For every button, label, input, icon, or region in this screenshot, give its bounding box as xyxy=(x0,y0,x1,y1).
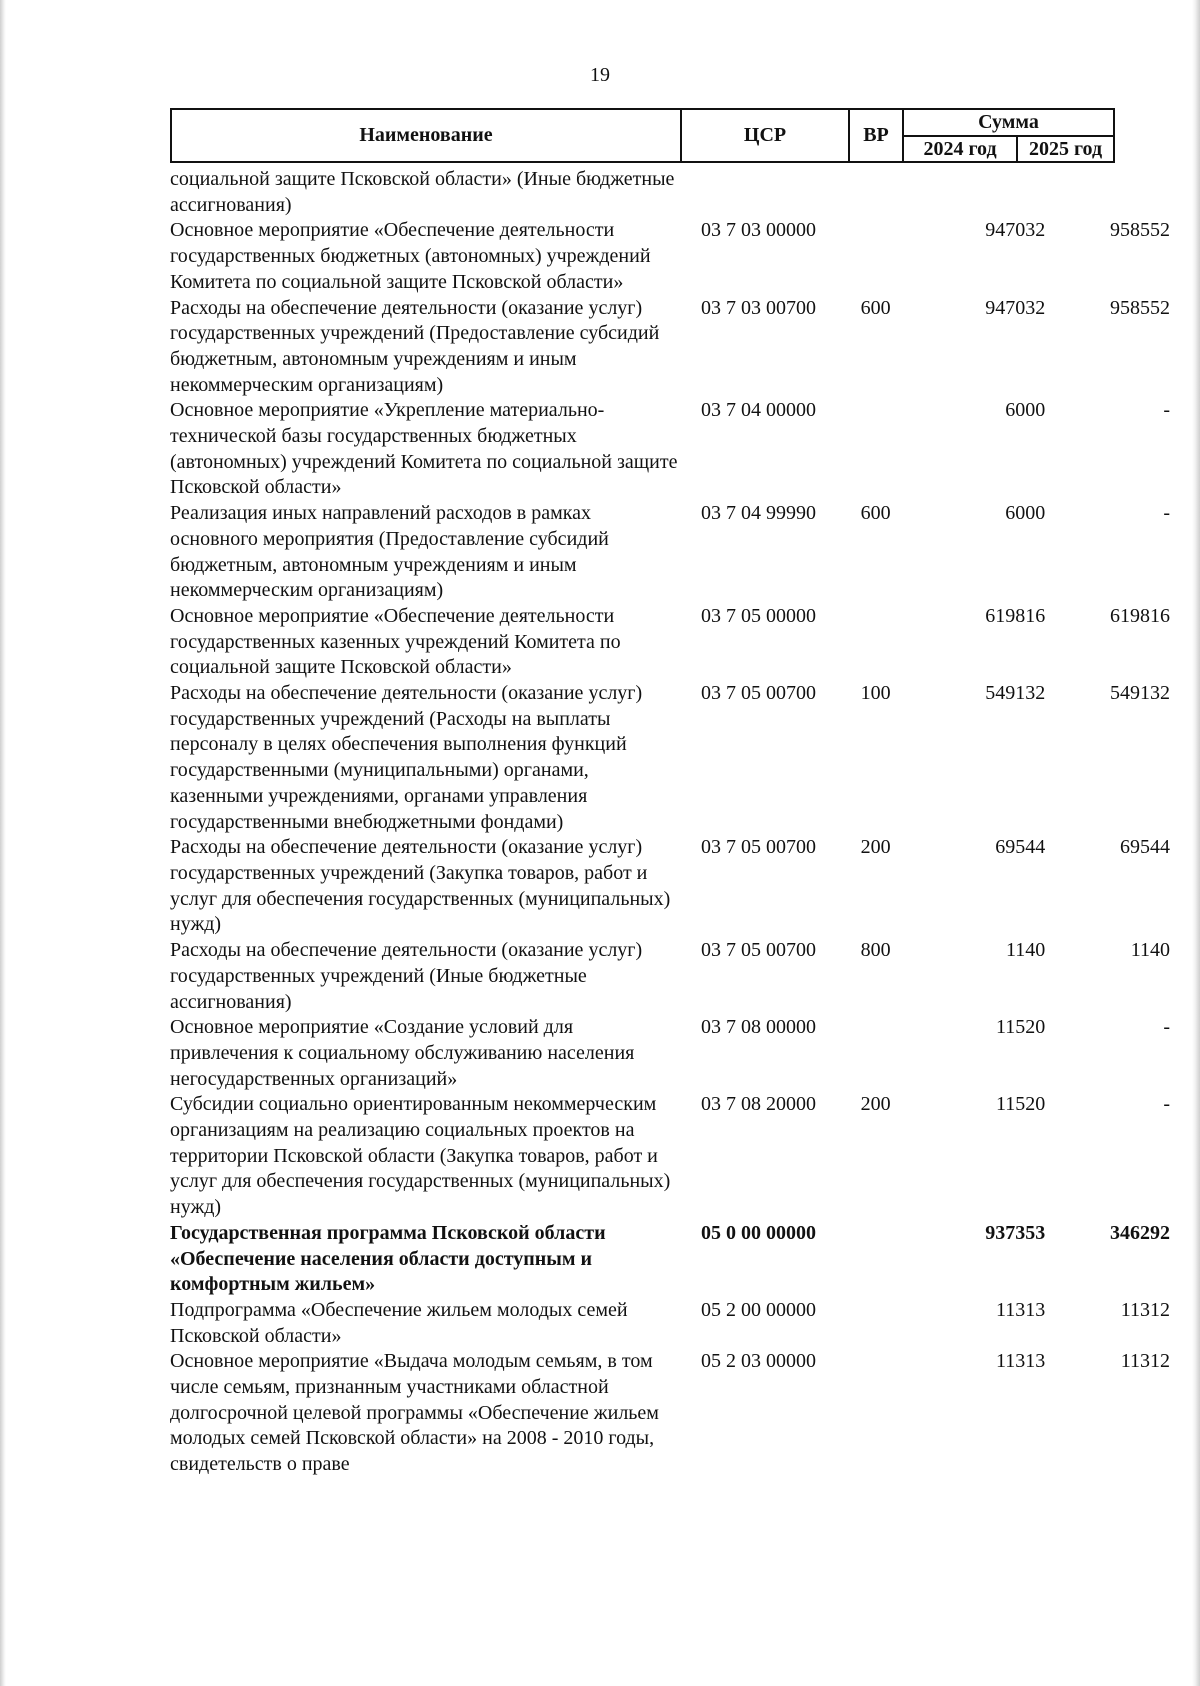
cell-csr: 05 2 03 00000 xyxy=(700,1350,816,1373)
table-row xyxy=(170,296,1170,399)
cell-2024: 69544 xyxy=(995,836,1046,859)
cell-2024: 6000 xyxy=(1005,399,1046,422)
header-year-2024: 2024 год xyxy=(903,136,1017,162)
cell-vr: 100 xyxy=(860,682,891,705)
cell-2025: 11312 xyxy=(1120,1350,1170,1373)
cell-csr: 05 0 00 00000 xyxy=(700,1221,816,1244)
table-row xyxy=(170,938,1170,1015)
cell-name: Основное мероприятие «Укрепление материально-технической базы государственных бюджетных (автономных) учреждений Комитета по социальной защите Псковской области» xyxy=(170,399,678,499)
scan-edge-right xyxy=(1192,0,1200,1686)
cell-2025: - xyxy=(1163,399,1170,422)
cell-csr: 03 7 04 99990 xyxy=(700,502,816,525)
cell-csr: 03 7 05 00000 xyxy=(700,604,816,627)
cell-2025: 958552 xyxy=(1109,219,1170,242)
table-row xyxy=(170,1015,1170,1092)
cell-2024: 11520 xyxy=(995,1093,1046,1116)
cell-2024: 947032 xyxy=(985,296,1046,319)
cell-2024: 11313 xyxy=(995,1298,1046,1321)
scan-edge-left xyxy=(0,0,6,1686)
cell-name: Расходы на обеспечение деятельности (оказание услуг) государственных учреждений (Иные бюджетные ассигнования) xyxy=(170,939,643,1013)
cell-name: Основное мероприятие «Выдача молодым семьям, в том числе семьям, признанным участниками областной долгосрочной целевой программы «Обеспечение жильем молодых семей Псковской области» на 2008 - 2010 годы, свидетельств о праве xyxy=(170,1350,659,1476)
header-name: Наименование xyxy=(171,109,681,162)
table-body xyxy=(170,167,1170,1478)
table-row xyxy=(170,604,1170,681)
page-number xyxy=(0,64,1200,87)
cell-name: Расходы на обеспечение деятельности (оказание услуг) государственных учреждений (Закупка товаров, работ и услуг для обеспечения государственных (муниципальных) нужд) xyxy=(170,836,671,936)
cell-name: Расходы на обеспечение деятельности (оказание услуг) государственных учреждений (Предоставление субсидий бюджетным, автономным учреждениям и иным некоммерческим организациям) xyxy=(170,296,660,396)
cell-2025: 619816 xyxy=(1109,604,1170,627)
cell-2024: 1140 xyxy=(1005,939,1046,962)
cell-csr: 05 2 00 00000 xyxy=(700,1298,816,1321)
cell-csr: 03 7 03 00700 xyxy=(700,296,816,319)
header-csr: ЦСР xyxy=(681,109,849,162)
cell-vr: 800 xyxy=(860,939,891,962)
cell-csr: 03 7 05 00700 xyxy=(700,939,816,962)
cell-name: Основное мероприятие «Создание условий для привлечения к социальному обслуживанию населения негосударственных организаций» xyxy=(170,1016,635,1090)
cell-csr: 03 7 08 00000 xyxy=(700,1016,816,1039)
table-row xyxy=(170,1221,1170,1298)
cell-csr: 03 7 05 00700 xyxy=(700,682,816,705)
cell-2025: - xyxy=(1163,502,1170,525)
cell-vr: 600 xyxy=(860,296,891,319)
cell-vr: 600 xyxy=(860,502,891,525)
cell-2024: 937353 xyxy=(985,1221,1046,1244)
cell-2024: 6000 xyxy=(1005,502,1046,525)
cell-name: Основное мероприятие «Обеспечение деятельности государственных бюджетных (автономных) учреждений Комитета по социальной защите Псковской области» xyxy=(170,219,651,293)
cell-csr: 03 7 08 20000 xyxy=(700,1093,816,1116)
cell-2025: - xyxy=(1163,1093,1170,1116)
cell-2024: 947032 xyxy=(985,219,1046,242)
cell-2025: 69544 xyxy=(1119,836,1170,859)
table-row xyxy=(170,1349,1170,1478)
cell-2024: 11520 xyxy=(995,1016,1046,1039)
cell-2025: - xyxy=(1163,1016,1170,1039)
cell-name: Реализация иных направлений расходов в рамках основного мероприятия (Предоставление субсидий бюджетным, автономным учреждениям и иным некоммерческим организациям) xyxy=(170,502,609,602)
cell-csr: 03 7 05 00700 xyxy=(700,836,816,859)
table-row xyxy=(170,1298,1170,1349)
cell-vr: 200 xyxy=(860,1093,891,1116)
header-year-2025: 2025 год xyxy=(1017,136,1114,162)
cell-name: Государственная программа Псковской области «Обеспечение населения области доступным и комфортным жильем» xyxy=(170,1221,606,1296)
cell-name: Субсидии социально ориентированным некоммерческим организациям на реализацию социальных проектов на территории Псковской области (Закупка товаров, работ и услуг для обеспечения государственных (муниципальных) нужд) xyxy=(170,1093,671,1219)
cell-2025: 549132 xyxy=(1109,682,1170,705)
table-row xyxy=(170,218,1170,295)
header-sum: Сумма xyxy=(903,109,1114,136)
table-row xyxy=(170,681,1170,835)
page-number-text: 19 xyxy=(590,64,610,86)
table-row xyxy=(170,1092,1170,1221)
cell-2025: 958552 xyxy=(1109,296,1170,319)
cell-2025: 11312 xyxy=(1120,1298,1170,1321)
cell-csr: 03 7 03 00000 xyxy=(700,219,816,242)
table-row xyxy=(170,501,1170,604)
cell-2024: 11313 xyxy=(995,1350,1046,1373)
cell-name: Основное мероприятие «Обеспечение деятельности государственных казенных учреждений Комитета по социальной защите Псковской области» xyxy=(170,604,621,679)
table-row xyxy=(170,835,1170,938)
cell-2025: 1140 xyxy=(1130,939,1170,962)
cell-name: Расходы на обеспечение деятельности (оказание услуг) государственных учреждений (Расходы на выплаты персоналу в целях обеспечения выполнения функций государственными (муниципальными) органами, казенными учреждениями, органами управления государственными внебюджетными фондами) xyxy=(170,682,643,833)
cell-2024: 549132 xyxy=(985,682,1046,705)
table-row xyxy=(170,167,1170,218)
header-vr: ВР xyxy=(849,109,903,162)
cell-csr: 03 7 04 00000 xyxy=(700,399,816,422)
cell-2025: 346292 xyxy=(1109,1221,1170,1244)
cell-name: социальной защите Псковской области» (Иные бюджетные ассигнования) xyxy=(170,168,675,216)
cell-vr: 200 xyxy=(860,836,891,859)
cell-2024: 619816 xyxy=(985,604,1046,627)
table-row xyxy=(170,398,1170,501)
table-header xyxy=(170,108,1115,163)
cell-name: Подпрограмма «Обеспечение жильем молодых семей Псковской области» xyxy=(170,1298,628,1347)
